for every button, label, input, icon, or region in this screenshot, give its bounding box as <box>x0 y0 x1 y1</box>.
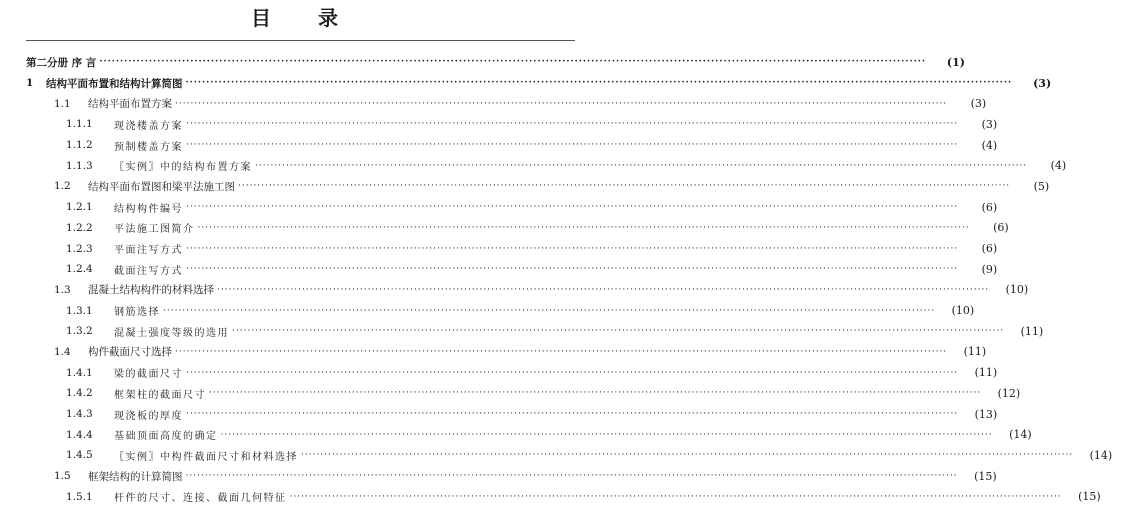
toc-entry[interactable] <box>0 466 997 487</box>
toc-entry-number: 1.4.1 <box>66 366 93 379</box>
toc-entry[interactable] <box>0 73 1052 94</box>
toc-entry-page: (1) <box>946 55 965 69</box>
toc-entry-label: 构件截面尺寸选择 <box>88 346 172 359</box>
toc-entry-page: (9) <box>981 262 998 276</box>
toc-entry-page: (10) <box>1005 283 1029 297</box>
dot-leader: ········································································································································································································ <box>186 140 959 151</box>
toc-entry-number: 1.4.2 <box>66 387 93 400</box>
toc-entry-number: 1.3.2 <box>66 325 93 338</box>
toc-entry-number: 1.5.1 <box>66 490 93 503</box>
dot-leader: ········································································································································································································ <box>186 243 959 254</box>
toc-entry-label: 结构平面布置和结构计算简图 <box>46 77 183 90</box>
toc-entry[interactable] <box>0 383 1021 404</box>
toc-entry-number: 1.2.1 <box>66 201 93 214</box>
toc-entry-label: 截面注写方式 <box>114 265 183 277</box>
toc-entry-number: 1.2.2 <box>66 221 93 234</box>
toc-entry-page: (3) <box>970 97 987 111</box>
toc-entry[interactable] <box>0 486 1101 507</box>
toc-entry-page: (15) <box>974 469 997 483</box>
dot-leader: ········································································································································································································ <box>186 119 959 130</box>
dot-leader: ········································································································································································································ <box>238 181 1011 192</box>
toc-entry-number: 1.4.5 <box>66 449 93 462</box>
toc-entry-label: 基础顶面高度的确定 <box>114 431 218 443</box>
dot-leader: ········································································································································································································ <box>186 202 959 213</box>
toc-entry[interactable] <box>0 300 975 321</box>
dot-leader: ········································································································································································································ <box>220 429 993 440</box>
toc-entry-label: 结构平面布置图和梁平法施工图 <box>88 180 235 193</box>
toc-entry-page: (11) <box>974 366 998 380</box>
dot-leader: ········································································································································································································ <box>99 57 926 68</box>
toc-entry-label: 预制楼盖方案 <box>114 141 183 153</box>
toc-entry-label: 结构构件编号 <box>114 203 183 215</box>
toc-entry[interactable] <box>0 238 998 259</box>
toc-entry[interactable] <box>0 114 998 135</box>
toc-entry-page: (3) <box>1033 76 1052 90</box>
toc-entry-page: (10) <box>951 304 975 318</box>
toc-entry-label: 平面注写方式 <box>114 245 183 257</box>
toc-entry-label: 混凝土结构构件的材料选择 <box>88 284 214 297</box>
dot-leader: ········································································································································································································ <box>185 78 1013 89</box>
toc-entry-number: 1.3.1 <box>66 304 93 317</box>
toc-entry[interactable] <box>0 424 1032 445</box>
toc-entry-label: 梁的截面尺寸 <box>114 369 183 381</box>
toc-entry-label: 〖实例〗中的结构布置方案 <box>114 162 252 174</box>
dot-leader: ········································································································································································································ <box>185 471 958 482</box>
toc-entry-number: 1.2.3 <box>66 242 93 255</box>
toc-entry[interactable] <box>0 155 1067 176</box>
dot-leader: ········································································································································································································ <box>209 388 982 399</box>
dot-leader: ········································································································································································································ <box>217 284 990 295</box>
toc-entry-number: 1.2.4 <box>66 263 93 276</box>
toc-entry-page: (11) <box>1020 324 1044 338</box>
toc-entry-number: 1.1.1 <box>66 118 93 131</box>
toc-entry-page: (14) <box>1009 428 1032 442</box>
toc-entry-label: 平法施工图简介 <box>114 224 195 236</box>
toc-entry[interactable] <box>0 280 1029 301</box>
toc-entry-page: (4) <box>1050 159 1067 173</box>
toc-entry-number: 1 <box>26 77 34 90</box>
toc-entry-page: (6) <box>981 242 998 256</box>
toc-entry-number: 1.1.3 <box>66 159 93 172</box>
toc-entry-page: (6) <box>993 221 1009 235</box>
dot-leader: ········································································································································································································ <box>289 491 1062 502</box>
toc-entry-page: (5) <box>1033 179 1050 193</box>
dot-leader: ········································································································································································································ <box>175 346 948 357</box>
toc-entry[interactable] <box>0 362 998 383</box>
toc-entry-number: 1.4 <box>54 345 71 358</box>
title-divider <box>26 40 575 41</box>
toc-entry[interactable] <box>0 259 998 280</box>
toc-entry-number: 1.1.2 <box>66 139 93 152</box>
toc-entry-label: 钢筋选择 <box>114 307 160 319</box>
toc-entry-page: (13) <box>974 407 998 421</box>
toc-entry-page: (11) <box>963 345 987 359</box>
dot-leader: ········································································································································································································ <box>175 98 948 109</box>
dot-leader: ········································································································································································································ <box>186 264 959 275</box>
toc-entry-number: 1.3 <box>54 283 71 296</box>
toc-entry[interactable] <box>0 197 998 218</box>
table-of-contents <box>0 52 1113 507</box>
dot-leader: ········································································································································································································ <box>197 222 970 233</box>
toc-entry-label: 混凝土强度等级的选用 <box>114 327 229 339</box>
dot-leader: ········································································································································································································ <box>163 305 936 316</box>
toc-entry[interactable] <box>0 321 1044 342</box>
toc-entry[interactable] <box>0 218 1009 239</box>
toc-entry[interactable] <box>0 135 998 156</box>
toc-entry[interactable] <box>0 93 987 114</box>
dot-leader: ········································································································································································································ <box>301 450 1074 461</box>
toc-entry-page: (4) <box>981 138 998 152</box>
toc-entry-page: (3) <box>981 117 998 131</box>
toc-entry[interactable] <box>0 445 1113 466</box>
toc-entry-page: (6) <box>981 200 998 214</box>
toc-entry-page: (15) <box>1078 490 1101 504</box>
toc-entry-label: 杆件的尺寸、连接、截面几何特征 <box>114 493 287 505</box>
toc-entry[interactable] <box>0 342 987 363</box>
toc-entry-label: 现浇板的厚度 <box>114 410 183 422</box>
toc-entry-page: (12) <box>997 386 1021 400</box>
toc-entry-number: 1.1 <box>54 97 71 110</box>
toc-entry-label: 结构平面布置方案 <box>88 98 172 111</box>
toc-entry-label: 第二分册 序 言 <box>26 56 97 69</box>
toc-entry-number: 1.5 <box>54 470 71 483</box>
toc-entry-label: 框架结构的计算简图 <box>88 470 183 483</box>
toc-entry-page: (14) <box>1089 448 1113 462</box>
toc-entry-label: 框架柱的截面尺寸 <box>114 389 206 401</box>
toc-entry-number: 1.4.4 <box>66 428 93 441</box>
toc-entry-number: 1.2 <box>54 180 71 193</box>
toc-entry[interactable] <box>0 404 998 425</box>
toc-entry-label: 现浇楼盖方案 <box>114 120 183 132</box>
page-title: 目 录 <box>251 6 358 30</box>
dot-leader: ········································································································································································································ <box>186 367 959 378</box>
dot-leader: ········································································································································································································ <box>186 409 959 420</box>
dot-leader: ········································································································································································································ <box>255 160 1028 171</box>
toc-entry-label: 〖实例〗中构件截面尺寸和材料选择 <box>114 451 298 463</box>
toc-entry[interactable] <box>0 176 1050 197</box>
toc-entry-number: 1.4.3 <box>66 408 93 421</box>
toc-entry[interactable] <box>0 52 965 73</box>
dot-leader: ········································································································································································································ <box>232 326 1005 337</box>
